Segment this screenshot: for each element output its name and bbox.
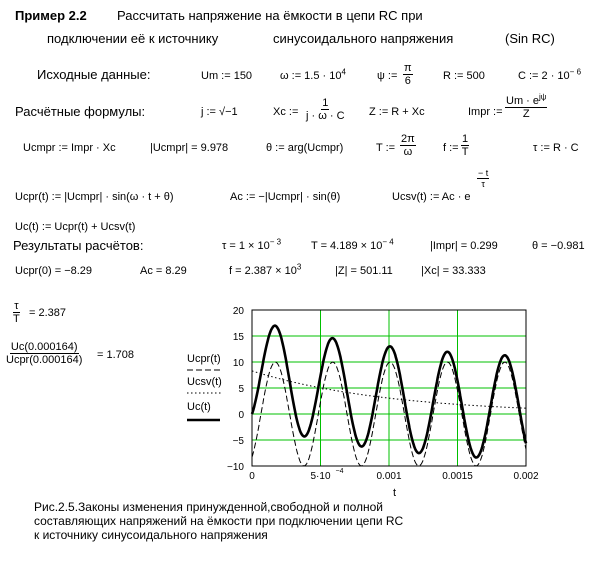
y-tick-label: 20 bbox=[232, 306, 244, 317]
result-T: $T = 4.189 \times 10^{- 4}$ bbox=[311, 237, 394, 252]
input-um: Um := 150 bbox=[201, 70, 253, 82]
result-tau: $\tau = 1 \times 10^{- 3}$ bbox=[222, 237, 282, 252]
x-tick-label: 0.0015 bbox=[442, 471, 473, 482]
y-tick-label: −10 bbox=[227, 462, 244, 473]
result-ac: Ac = 8.29 bbox=[140, 265, 187, 277]
title-line-2b: синусоидального напряжения bbox=[273, 31, 454, 46]
impr-fraction: $Um \cdot e^{j\psi}$ Z bbox=[506, 92, 547, 120]
formula-z: Z := R + Xc bbox=[369, 106, 425, 118]
y-tick-label: 0 bbox=[238, 410, 244, 421]
formula-ucpr-t: Ucpr(t) := |Ucmpr| · sin(ω · t + θ) bbox=[15, 191, 174, 203]
formula-xc: Xc := bbox=[273, 106, 299, 118]
result-impr: |Impr| = 0.299 bbox=[430, 240, 498, 252]
result-xc: |Xc| = 33.333 bbox=[421, 265, 486, 277]
y-tick-label: 15 bbox=[232, 332, 244, 343]
x-tick-exponent: −4 bbox=[335, 468, 344, 475]
formula-impr: Impr := bbox=[468, 106, 503, 118]
ucmpr-abs-value: |Ucmpr| = 9.978 bbox=[150, 142, 229, 154]
input-c: C := $2 \cdot 10^{- 6}$ bbox=[518, 67, 582, 82]
formula-T: T := bbox=[376, 142, 396, 154]
ucsv-exponent-fraction: $\frac{- t}{\tau}$ bbox=[478, 168, 489, 189]
input-r: R := 500 bbox=[443, 70, 485, 82]
xc-fraction: $\frac{1}{j \cdot \omega \cdot C}$ bbox=[306, 97, 345, 122]
formula-tau: τ := R · C bbox=[533, 142, 579, 154]
title-line-2c: (Sin RC) bbox=[505, 31, 555, 46]
ratio-tau-T-fraction: $\frac{\tau}{T}$ bbox=[13, 300, 20, 325]
caption-line-1: Рис.2.5.Законы изменения принужденной,свободной и полной bbox=[34, 500, 384, 514]
example-label: Пример 2.2 bbox=[15, 8, 87, 23]
formula-ac: Ac := −|Ucmpr| · sin(θ) bbox=[230, 191, 341, 203]
x-axis-label: t bbox=[393, 487, 397, 499]
psi-fraction: $\frac{\pi}{6}$ bbox=[404, 62, 412, 87]
result-f: $f = 2.387 \times 10^3$ bbox=[229, 262, 302, 277]
formulas-label: Расчётные формулы: bbox=[15, 104, 146, 119]
x-tick-label: 0.001 bbox=[376, 471, 402, 482]
y-tick-label: 10 bbox=[232, 358, 244, 369]
result-z: |Z| = 501.11 bbox=[335, 265, 393, 277]
title-line-1: Рассчитать напряжение на ёмкости в цепи RC при bbox=[117, 8, 423, 23]
formula-theta: θ := arg(Ucmpr) bbox=[266, 142, 344, 154]
input-omega: ω := $1.5 \cdot 10^4$ bbox=[280, 67, 346, 82]
formula-ucmpr: Ucmpr := Impr · Xc bbox=[23, 142, 116, 154]
caption-line-3: к источнику синусоидального напряжения bbox=[34, 528, 268, 542]
legend-uc: Uc(t) bbox=[187, 401, 211, 413]
ratio-tau-T-value: = 2.387 bbox=[29, 307, 67, 319]
inputs-label: Исходные данные: bbox=[37, 67, 151, 82]
f-fraction: $\frac{1}{T}$ bbox=[461, 133, 469, 158]
y-tick-label: 5 bbox=[238, 384, 244, 395]
result-ucpr0: Ucpr(0) = −8.29 bbox=[15, 265, 93, 277]
caption-line-2: составляющих напряжений на ёмкости при подключении цепи RC bbox=[34, 514, 404, 528]
x-tick-label: 0 bbox=[249, 471, 255, 482]
formula-uc-t: Uc(t) := Ucpr(t) + Ucsv(t) bbox=[15, 221, 136, 233]
formula-ucsv-t: Ucsv(t) := Ac · e bbox=[392, 191, 471, 203]
formula-f: f := bbox=[443, 142, 459, 154]
ratio-uc-value: = 1.708 bbox=[97, 349, 135, 361]
ratio-uc-fraction: Uc(0.000164) Ucpr(0.000164) bbox=[6, 341, 83, 366]
results-label: Результаты расчётов: bbox=[13, 238, 144, 253]
legend-ucpr: Ucpr(t) bbox=[187, 353, 221, 365]
legend-ucsv: Ucsv(t) bbox=[187, 376, 222, 388]
x-tick-label: 5·10 bbox=[310, 471, 331, 482]
x-tick-label: 0.002 bbox=[513, 471, 539, 482]
T-fraction: $\frac{2\pi}{\omega}$ bbox=[401, 133, 415, 158]
title-line-2a: подключении её к источнику bbox=[47, 31, 219, 46]
result-theta: θ = −0.981 bbox=[532, 240, 585, 252]
y-tick-label: −5 bbox=[232, 436, 244, 447]
formula-j: j := √−1 bbox=[201, 106, 238, 118]
input-psi: ψ := bbox=[377, 70, 398, 82]
